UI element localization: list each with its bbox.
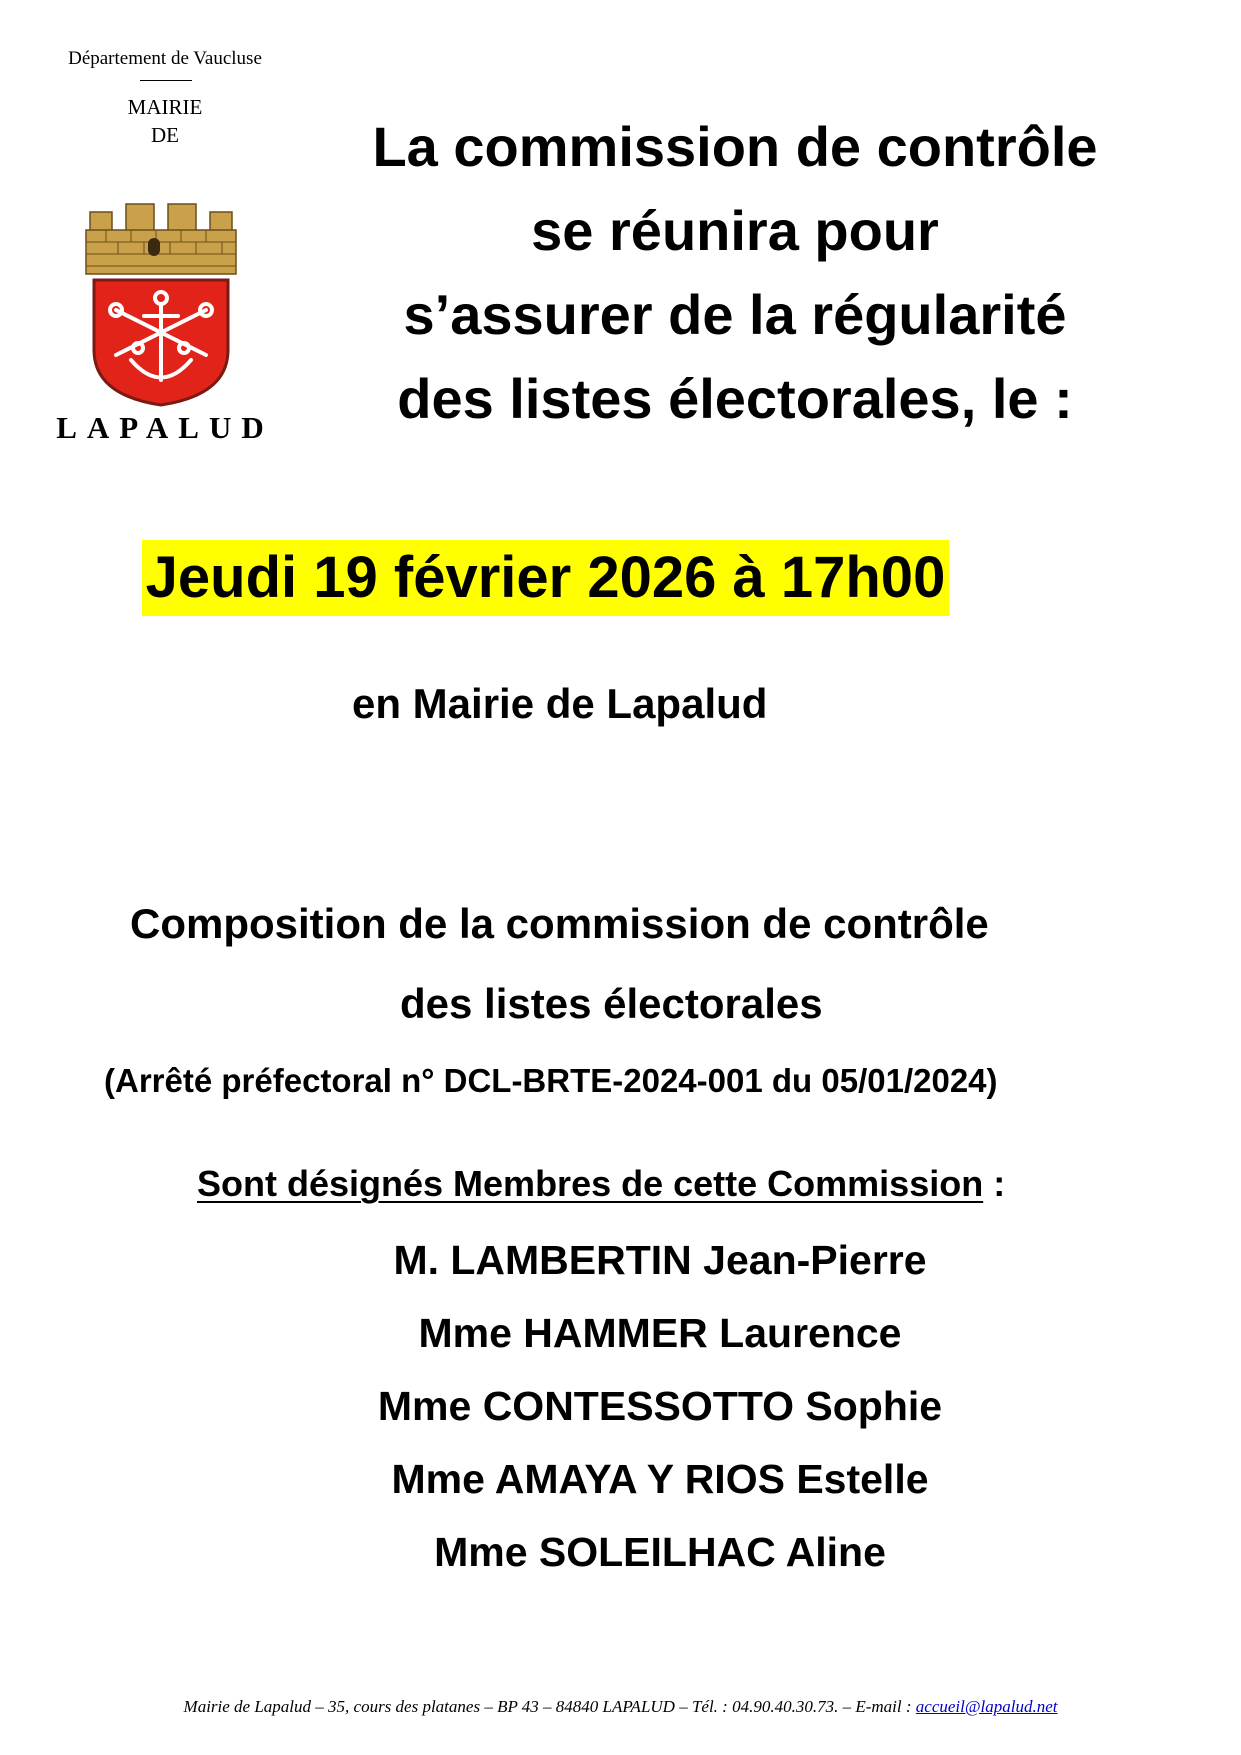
member-name: M. LAMBERTIN Jean-Pierre <box>393 1237 927 1283</box>
mairie-text: MAIRIE <box>127 95 203 119</box>
member-name: Mme CONTESSOTTO Sophie <box>377 1383 943 1429</box>
title-line: des listes électorales, le : <box>397 367 1073 430</box>
arrete-reference: (Arrêté préfectoral n° DCL-BRTE-2024-001 du 05/01/2024) <box>104 1062 998 1099</box>
members-list <box>260 1230 1060 1595</box>
page-title <box>285 105 1185 441</box>
members-heading-suffix: : <box>983 1163 1006 1204</box>
mairie-label <box>40 93 290 149</box>
footer <box>0 1697 1241 1717</box>
title-line: s’assurer de la régularité <box>403 283 1067 346</box>
title-line: La commission de contrôle <box>372 115 1098 178</box>
composition-heading: Composition de la commission de contrôle <box>130 900 989 947</box>
member-name: Mme AMAYA Y RIOS Estelle <box>391 1456 929 1502</box>
meeting-date-row <box>0 540 1241 616</box>
department-label: Département de Vaucluse <box>68 48 262 69</box>
town-name: LAPALUD <box>56 410 274 445</box>
divider <box>140 80 192 81</box>
meeting-place: en Mairie de Lapalud <box>352 680 768 727</box>
member-name: Mme HAMMER Laurence <box>418 1310 902 1356</box>
members-heading <box>197 1163 1005 1205</box>
footer-text: Mairie de Lapalud – 35, cours des platanes – BP 43 – 84840 LAPALUD – Tél. : 04.90.40.30.73. – E-mail : <box>183 1697 916 1716</box>
composition-subheading: des listes électorales <box>400 980 823 1027</box>
de-text: DE <box>151 123 179 147</box>
meeting-date: Jeudi 19 février 2026 à 17h00 <box>142 540 950 616</box>
member-name: Mme SOLEILHAC Aline <box>434 1529 886 1575</box>
members-heading-text: Sont désignés Membres de cette Commission <box>197 1163 984 1204</box>
email-link[interactable]: accueil@lapalud.net <box>915 1697 1058 1716</box>
title-line: se réunira pour <box>531 199 939 262</box>
coat-of-arms-icon <box>76 190 246 410</box>
